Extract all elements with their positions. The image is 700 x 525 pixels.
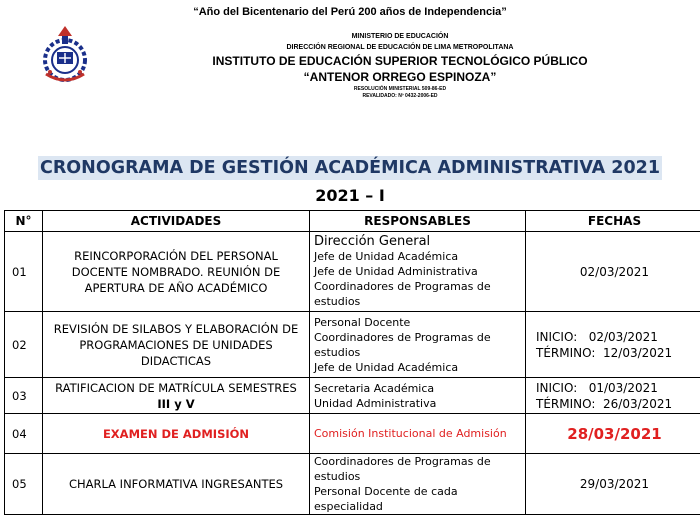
- responsible-line: Personal Docente: [314, 315, 411, 329]
- responsible-cell: [310, 378, 526, 414]
- date-end: TÉRMINO: 12/03/2021: [536, 345, 673, 360]
- responsible-cell: [310, 454, 526, 515]
- schedule-table: [4, 210, 700, 515]
- table-row: [5, 232, 700, 312]
- row-number: 02: [5, 312, 43, 378]
- responsible-line: estudios: [314, 295, 361, 308]
- activity-line: REVISIÓN DE SILABOS Y ELABORACIÓN DE: [53, 321, 299, 336]
- activity-line: REINCORPORACIÓN DEL PERSONAL: [74, 248, 278, 263]
- responsible-line: Secretaria Académica: [314, 381, 435, 395]
- col-header-activities: ACTIVIDADES: [43, 211, 310, 232]
- directorate-line: DIRECCIÓN REGIONAL DE EDUCACIÓN DE LIMA METROPOLITANA: [286, 44, 514, 51]
- activity-line: DIDACTICAS: [140, 353, 212, 368]
- table-row: [5, 378, 700, 414]
- date-start: INICIO: 02/03/2021: [536, 329, 658, 344]
- responsible-cell: [310, 232, 526, 312]
- institute-line: INSTITUTO DE EDUCACIÓN SUPERIOR TECNOLÓGICO PÚBLICO: [212, 54, 588, 68]
- ministry-line: MINISTERIO DE EDUCACIÓN: [351, 33, 449, 40]
- responsible-line: Coordinadores de Programas de: [314, 280, 491, 293]
- row-number: 04: [5, 414, 43, 454]
- responsible-line: Jefe de Unidad Administrativa: [314, 265, 478, 278]
- activity-line: APERTURA DE AÑO ACADÉMICO: [84, 280, 268, 295]
- responsible-line: Jefe de Unidad Académica: [314, 360, 459, 374]
- date-end: TÉRMINO: 26/03/2021: [536, 396, 673, 411]
- activity-cell: [43, 232, 310, 312]
- activity-cell: EXAMEN DE ADMISIÓN: [43, 414, 310, 454]
- revalidated-line: REVALIDADO: Nº 0432-2006-ED: [362, 93, 438, 99]
- table-row: [5, 414, 700, 454]
- col-header-number: N°: [5, 211, 43, 232]
- document-title: [0, 158, 700, 178]
- date-start: INICIO: 01/03/2021: [536, 380, 658, 395]
- activity-cell: [43, 312, 310, 378]
- table-row: [5, 454, 700, 515]
- activity-line: PROGRAMACIONES DE UNIDADES: [79, 337, 273, 352]
- date-cell: 29/03/2021: [526, 454, 700, 515]
- activity-line: DOCENTE NOMBRADO. REUNIÓN DE: [71, 264, 281, 279]
- responsible-line: Jefe de Unidad Académica: [314, 250, 459, 263]
- responsible-line: Unidad Administrativa: [314, 396, 437, 410]
- activity-cell: [43, 378, 310, 414]
- responsible-line: Coordinadores de Programas de: [314, 330, 491, 344]
- row-number: 01: [5, 232, 43, 312]
- date-cell: 02/03/2021: [526, 232, 700, 312]
- semester-heading: 2021 – I: [315, 186, 385, 205]
- row-number: 05: [5, 454, 43, 515]
- institute-logo-icon: [38, 24, 92, 86]
- activity-line: III y V: [157, 396, 195, 411]
- col-header-responsible: RESPONSABLES: [310, 211, 526, 232]
- col-header-dates: FECHAS: [526, 211, 700, 232]
- date-cell: [526, 312, 700, 378]
- activity-cell: CHARLA INFORMATIVA INGRESANTES: [43, 454, 310, 515]
- responsible-line: Personal Docente de cada especialidad: [314, 485, 458, 513]
- date-cell: 28/03/2021: [526, 414, 700, 454]
- institute-name: “ANTENOR ORREGO ESPINOZA”: [303, 70, 497, 84]
- responsible-line: estudios: [314, 470, 361, 483]
- table-header-row: [5, 211, 700, 232]
- resolution-line: RESOLUCIÓN MINISTERIAL 509-86-ED: [353, 86, 447, 92]
- table-row: [5, 312, 700, 378]
- responsible-line: estudios: [314, 345, 361, 359]
- motto: “Año del Bicentenario del Perú 200 años de Independencia”: [193, 6, 507, 18]
- row-number: 03: [5, 378, 43, 414]
- responsible-line: Coordinadores de Programas de: [314, 455, 491, 468]
- document-title-text: CRONOGRAMA DE GESTIÓN ACADÉMICA ADMINISTRATIVA 2021: [39, 158, 661, 178]
- responsible-cell: [310, 312, 526, 378]
- responsible-main: Dirección General: [314, 234, 431, 249]
- responsible-cell: Comisión Institucional de Admisión: [310, 414, 526, 454]
- date-cell: [526, 378, 700, 414]
- activity-line: RATIFICACION DE MATRÍCULA SEMESTRES: [55, 380, 297, 395]
